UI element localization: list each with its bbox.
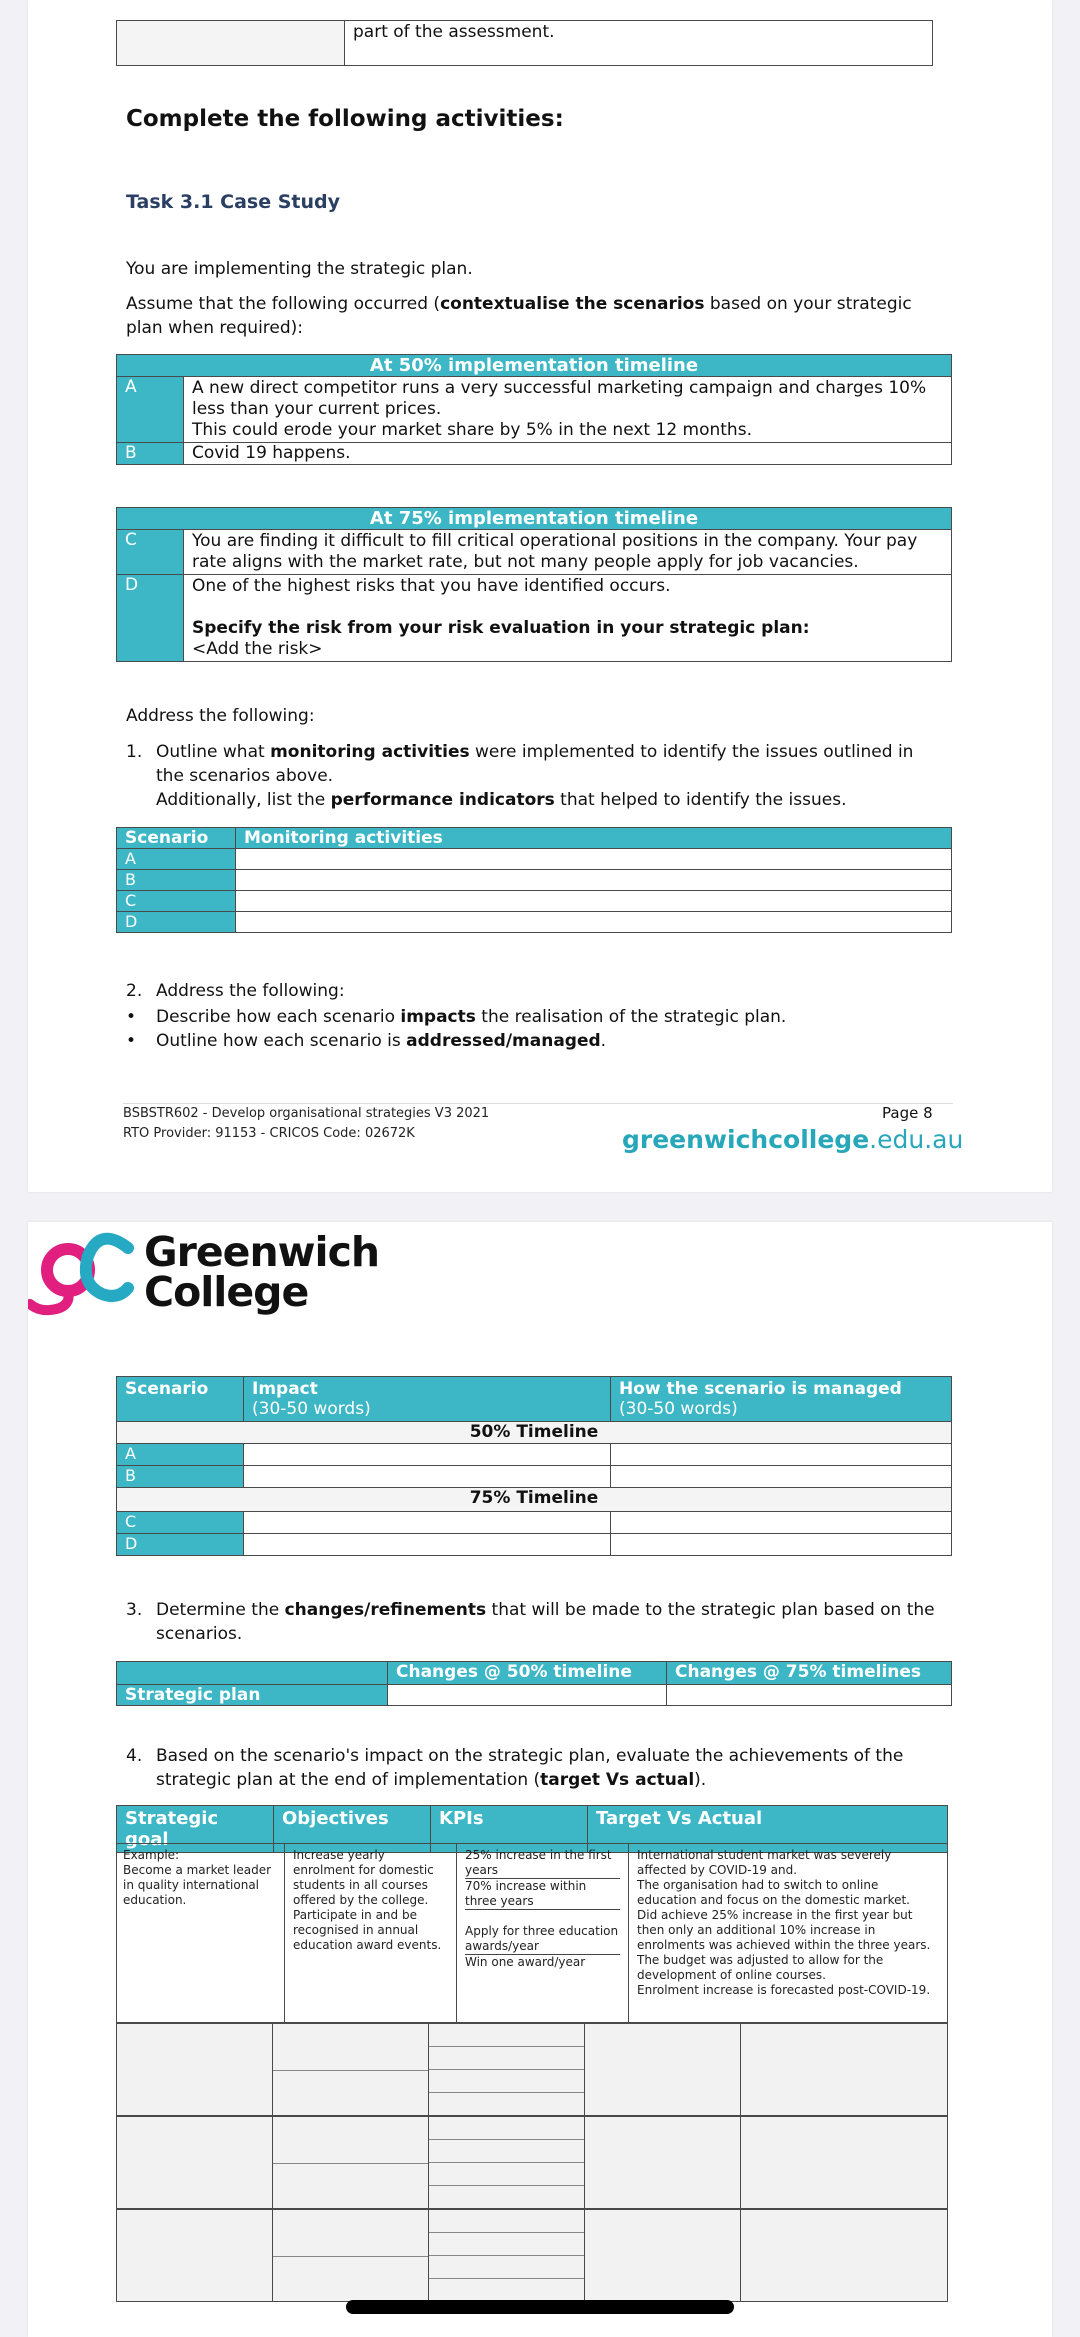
top-table-text: part of the assessment. <box>345 21 933 66</box>
brand-main: greenwichcollege <box>622 1125 870 1154</box>
monitor-row-d: D <box>117 912 236 933</box>
table50-scenario-b: Covid 19 happens. <box>184 443 952 465</box>
goal-col-strategic-goal: Strategic goal <box>117 1806 274 1853</box>
example-objective-2: Participate in and be recognised in annual education award events. <box>293 1908 442 1952</box>
intro-line-1: You are implementing the strategic plan. <box>126 259 473 279</box>
q2-number: 2. <box>126 981 143 1001</box>
changes-table <box>116 1661 952 1706</box>
goal-col-target-actual: Target Vs Actual <box>588 1806 948 1853</box>
table75-scenario-c: You are finding it difficult to fill critical operational positions in the company. Your pay rate aligns with the market rate, but not many people apply for job vacancies. <box>184 530 952 575</box>
changes-corner <box>117 1662 388 1685</box>
empty-kpi-2[interactable] <box>429 2117 585 2209</box>
intro2-pre: Assume that the following occurred ( <box>126 294 441 314</box>
example-kpi-3: Apply for three education awards/year <box>465 1924 619 1953</box>
scenario-table-50 <box>116 354 952 465</box>
q1-text <box>156 740 946 788</box>
q2-b1-pre: Describe how each scenario <box>156 1007 401 1027</box>
example-objective-1: Increase yearly enrolment for domestic students in all courses offered by the college. <box>293 1848 434 1907</box>
empty-goal-1[interactable] <box>117 2024 273 2116</box>
footer-page-number: Page 8 <box>882 1104 933 1122</box>
empty-goal-3[interactable] <box>117 2210 273 2302</box>
monitor-input-a[interactable] <box>236 849 952 870</box>
impact-col-impact-title: Impact <box>252 1379 318 1399</box>
q1-pre: Outline what <box>156 742 271 762</box>
q4-post: ). <box>694 1770 707 1790</box>
table50-header: At 50% implementation timeline <box>117 355 952 377</box>
q4-pre: Based on the scenario's impact on the strategic plan, evaluate the achievements of the strategic plan at the end of implementation ( <box>156 1746 904 1790</box>
table50-letter-a: A <box>117 377 184 443</box>
document-page-9 <box>28 1222 1052 2337</box>
empty-obj-3[interactable] <box>273 2210 429 2302</box>
address-heading: Address the following: <box>126 706 315 726</box>
empty-obj-1[interactable] <box>273 2024 429 2116</box>
q2-b2-pre: Outline how each scenario is <box>156 1031 407 1051</box>
home-indicator-bar[interactable] <box>346 2300 734 2314</box>
impact-a-cell[interactable] <box>244 1444 611 1466</box>
q1-line2-post: that helped to identify the issues. <box>554 790 847 810</box>
monitor-col-activities: Monitoring activities <box>236 828 952 849</box>
changes-50-cell[interactable] <box>388 1685 667 1706</box>
greenwich-logo-mark-icon <box>28 1222 158 1322</box>
impact-col-managed-title: How the scenario is managed <box>619 1379 902 1399</box>
intro2-bold: contextualise the scenarios <box>440 294 705 314</box>
monitor-row-a: A <box>117 849 236 870</box>
q2-text: Address the following: <box>156 981 345 1001</box>
example-kpi-1: 25% increase in the first years <box>465 1848 620 1879</box>
q1-bold: monitoring activities <box>270 742 470 762</box>
managed-d-cell[interactable] <box>611 1534 952 1556</box>
q2-b2-post: . <box>600 1031 607 1051</box>
scenario-table-75 <box>116 507 952 662</box>
impact-col-impact-sub: (30-50 words) <box>252 1399 371 1419</box>
logo-line-1: Greenwich <box>144 1228 380 1276</box>
empty-kpi-3[interactable] <box>429 2210 585 2302</box>
monitor-input-c[interactable] <box>236 891 952 912</box>
impact-row-c: C <box>117 1512 244 1534</box>
q1-line2 <box>156 788 846 812</box>
goal-col-kpis: KPIs <box>431 1806 588 1853</box>
document-page-8 <box>28 0 1052 1192</box>
empty-kpi-1[interactable] <box>429 2024 585 2116</box>
impact-col-managed-sub: (30-50 words) <box>619 1399 738 1419</box>
q3-bold: changes/refinements <box>284 1600 487 1620</box>
impact-row-b: B <box>117 1466 244 1488</box>
example-target-actual: International student market was severely affected by COVID-19 and. The organisation had to switch to online education and focus on the domestic market. Did achieve 25% increase in the first year but then only an additional 10% increase in enrolments was achieved within the three years. The budget was adjusted to allow for the development of online courses. Enrolment increase is forecasted post-COVID-19. <box>629 1844 948 2023</box>
scenario-d-text: One of the highest risks that you have identified occurs. <box>192 576 671 596</box>
empty-target-1[interactable] <box>585 2024 741 2116</box>
monitor-input-d[interactable] <box>236 912 952 933</box>
brand-tld: .edu.au <box>869 1125 964 1154</box>
empty-actual-3[interactable] <box>741 2210 948 2302</box>
q2-bullet-2: • Outline how each scenario is addressed/managed. <box>126 1031 607 1051</box>
goal-col-objectives: Objectives <box>274 1806 431 1853</box>
example-objectives <box>285 1844 457 2023</box>
empty-target-3[interactable] <box>585 2210 741 2302</box>
empty-target-2[interactable] <box>585 2117 741 2209</box>
goal-empty-row-1 <box>116 2023 948 2116</box>
task-title: Task 3.1 Case Study <box>126 191 341 213</box>
impact-row-a: A <box>117 1444 244 1466</box>
q2-b1-bold: impacts <box>400 1007 476 1027</box>
footer-brand-url[interactable] <box>622 1125 963 1154</box>
q1-post: were implemented to identify the issues outlined in the scenarios above. <box>156 742 914 786</box>
logo-line-2: College <box>144 1268 309 1316</box>
q3-pre: Determine the <box>156 1600 285 1620</box>
impact-col-impact <box>244 1377 611 1422</box>
example-kpis <box>457 1844 629 2023</box>
changes-row-strategic-plan: Strategic plan <box>117 1685 388 1706</box>
q2-b1-post: the realisation of the strategic plan. <box>475 1007 787 1027</box>
monitor-row-b: B <box>117 870 236 891</box>
q4-bold: target Vs actual <box>540 1770 695 1790</box>
managed-c-cell[interactable] <box>611 1512 952 1534</box>
example-kpi-4: Win one award/year <box>465 1955 586 1969</box>
impact-c-cell[interactable] <box>244 1512 611 1534</box>
scenario-d-placeholder: <Add the risk> <box>192 639 323 659</box>
impact-d-cell[interactable] <box>244 1534 611 1556</box>
table75-header: At 75% implementation timeline <box>117 508 952 530</box>
q3-text <box>156 1598 946 1646</box>
q3-post: that will be made to the strategic plan based on the scenarios. <box>156 1600 935 1644</box>
impact-row-d: D <box>117 1534 244 1556</box>
example-kpi-2: 70% increase within three years <box>465 1879 620 1910</box>
example-goal: Example: Become a market leader in quality international education. <box>117 1844 285 2023</box>
q4-text <box>156 1744 956 1792</box>
goal-empty-rows <box>116 2023 948 2302</box>
intro-line-2 <box>126 292 946 340</box>
impact-table <box>116 1376 952 1556</box>
timeline-75-label: 75% Timeline <box>117 1488 952 1512</box>
table50-scenario-a <box>184 377 952 443</box>
q1-number: 1. <box>126 742 143 762</box>
table50-letter-b: B <box>117 443 184 465</box>
scenario-a-line1: A new direct competitor runs a very successful marketing campaign and charges 10% less than your current prices. <box>192 378 927 419</box>
timeline-50-label: 50% Timeline <box>117 1422 952 1444</box>
changes-75-cell[interactable] <box>667 1685 952 1706</box>
monitor-input-b[interactable] <box>236 870 952 891</box>
empty-actual-2[interactable] <box>741 2117 948 2209</box>
changes-col-75: Changes @ 75% timelines <box>667 1662 952 1685</box>
activities-heading: Complete the following activities: <box>126 106 564 132</box>
table75-letter-d: D <box>117 575 184 662</box>
q2-b2-bold: addressed/managed <box>406 1031 601 1051</box>
impact-col-managed <box>611 1377 952 1422</box>
intro2-post: based on your strategic plan when required): <box>126 294 912 338</box>
q2-bullet-1: • Describe how each scenario impacts the realisation of the strategic plan. <box>126 1007 787 1027</box>
empty-actual-1[interactable] <box>741 2024 948 2116</box>
managed-b-cell[interactable] <box>611 1466 952 1488</box>
q4-number: 4. <box>126 1746 143 1766</box>
table75-scenario-d <box>184 575 952 662</box>
monitor-row-c: C <box>117 891 236 912</box>
top-table-left-cell <box>117 21 345 66</box>
scenario-d-instruction: Specify the risk from your risk evaluation in your strategic plan: <box>192 618 810 638</box>
impact-col-scenario: Scenario <box>117 1377 244 1422</box>
changes-col-50: Changes @ 50% timeline <box>388 1662 667 1685</box>
impact-b-cell[interactable] <box>244 1466 611 1488</box>
logo-text <box>144 1228 380 1316</box>
footer-rto: RTO Provider: 91153 - CRICOS Code: 02672K <box>123 1126 415 1141</box>
q1-line2-bold: performance indicators <box>330 790 555 810</box>
monitoring-table <box>116 827 952 933</box>
monitor-col-scenario: Scenario <box>117 828 236 849</box>
footer-course: BSBSTR602 - Develop organisational strategies V3 2021 <box>123 1106 490 1121</box>
top-table-fragment <box>116 20 933 66</box>
scenario-a-line2: This could erode your market share by 5% in the next 12 months. <box>192 420 752 440</box>
q3-number: 3. <box>126 1600 143 1620</box>
goal-example-row <box>116 1843 948 2023</box>
empty-obj-2[interactable] <box>273 2117 429 2209</box>
q1-line2-pre: Additionally, list the <box>156 790 331 810</box>
empty-goal-2[interactable] <box>117 2117 273 2209</box>
managed-a-cell[interactable] <box>611 1444 952 1466</box>
goal-empty-row-2 <box>116 2116 948 2209</box>
table75-letter-c: C <box>117 530 184 575</box>
goal-empty-row-3 <box>116 2209 948 2302</box>
